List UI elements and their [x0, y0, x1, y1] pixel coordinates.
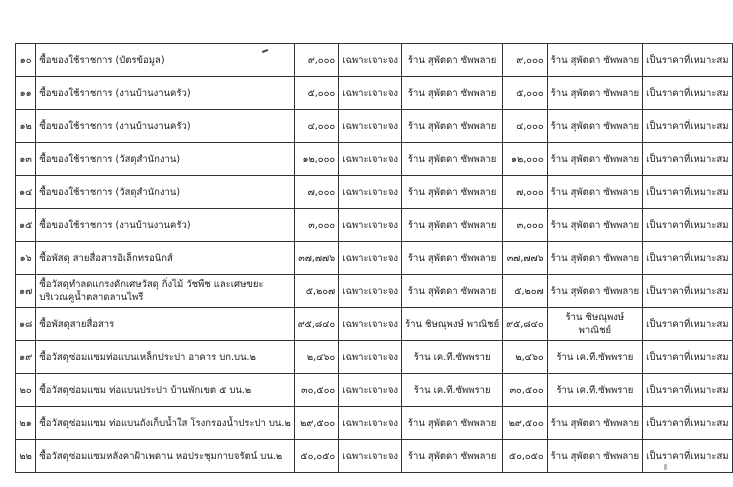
- item-description-cell: ซื้อพัสดุ สายสื่อสารอิเล็กทรอนิกส์: [36, 242, 294, 275]
- budget-amount-cell: ๓๗,๗๗๖: [294, 242, 339, 275]
- offered-price-cell: ๗,๐๐๐: [503, 176, 548, 209]
- bidder-name-cell: ร้าน สุพัตดา ซัพพลาย: [402, 176, 503, 209]
- procurement-method-cell: เฉพาะเจาะจง: [339, 110, 402, 143]
- procurement-method-cell: เฉพาะเจาะจง: [339, 242, 402, 275]
- bidder-name-cell: ร้าน สุพัตดา ซัพพลาย: [402, 407, 503, 440]
- item-description-cell: ซื้อของใช้ราชการ (งานบ้านงานครัว): [36, 110, 294, 143]
- bidder-name-cell: ร้าน สุพัตดา ซัพพลาย: [402, 44, 503, 77]
- offered-price-cell: ๓,๐๐๐: [503, 209, 548, 242]
- row-number-cell: ๑๔: [16, 176, 36, 209]
- selection-reason-cell: เป็นราคาที่เหมาะสม: [643, 143, 732, 176]
- selected-vendor-cell: ร้าน สุพัตดา ซัพพลาย: [547, 143, 642, 176]
- procurement-method-cell: เฉพาะเจาะจง: [339, 77, 402, 110]
- budget-amount-cell: ๓,๐๐๐: [294, 209, 339, 242]
- selection-reason-cell: เป็นราคาที่เหมาะสม: [643, 374, 732, 407]
- table-row: [16, 176, 733, 209]
- bidder-name-cell: ร้าน สุพัตดา ซัพพลาย: [402, 77, 503, 110]
- row-number-cell: ๑๐: [16, 44, 36, 77]
- item-description-cell: ซื้อของใช้ราชการ (วัสดุสำนักงาน): [36, 176, 294, 209]
- selected-vendor-cell: ร้าน สุพัตดา ซัพพลาย: [547, 440, 642, 473]
- bidder-name-cell: ร้าน สุพัตดา ซัพพลาย: [402, 209, 503, 242]
- procurement-method-cell: เฉพาะเจาะจง: [339, 209, 402, 242]
- selected-vendor-cell: ร้าน สุพัตดา ซัพพลาย: [547, 209, 642, 242]
- budget-amount-cell: ๔,๐๐๐: [294, 110, 339, 143]
- offered-price-cell: ๓๐,๕๐๐: [503, 374, 548, 407]
- row-number-cell: ๑๗: [16, 275, 36, 308]
- procurement-method-cell: เฉพาะเจาะจง: [339, 407, 402, 440]
- budget-amount-cell: ๕๐,๐๕๐: [294, 440, 339, 473]
- selection-reason-cell: เป็นราคาที่เหมาะสม: [643, 44, 732, 77]
- selected-vendor-cell: ร้าน เค.ที.ซัพพราย: [547, 341, 642, 374]
- procurement-method-cell: เฉพาะเจาะจง: [339, 44, 402, 77]
- selection-reason-cell: เป็นราคาที่เหมาะสม: [643, 308, 732, 341]
- item-description-cell: ซื้อของใช้ราชการ (วัสดุสำนักงาน): [36, 143, 294, 176]
- selection-reason-cell: เป็นราคาที่เหมาะสม: [643, 407, 732, 440]
- bidder-name-cell: ร้าน สุพัตดา ซัพพลาย: [402, 275, 503, 308]
- selection-reason-cell: เป็นราคาที่เหมาะสม: [643, 77, 732, 110]
- item-description-cell: ซื้อของใช้ราชการ (บัตรข้อมูล): [36, 44, 294, 77]
- procurement-table: [15, 43, 733, 473]
- table-row: [16, 209, 733, 242]
- selected-vendor-cell: ร้าน สุพัตดา ซัพพลาย: [547, 44, 642, 77]
- item-description-cell: ซื้อวัสดุซ่อมแซม ท่อแบนประปา บ้านพักเขต ๕ บน.๒: [36, 374, 294, 407]
- row-number-cell: ๑๑: [16, 77, 36, 110]
- bidder-name-cell: ร้าน เค.ที.ซัพพราย: [402, 374, 503, 407]
- offered-price-cell: ๕๐,๐๕๐: [503, 440, 548, 473]
- table-row: [16, 308, 733, 341]
- row-number-cell: ๒๐: [16, 374, 36, 407]
- selection-reason-cell: เป็นราคาที่เหมาะสม: [643, 440, 732, 473]
- row-number-cell: ๑๖: [16, 242, 36, 275]
- item-description-cell: ซื้อวัสดุซ่อมแซมหลังคาฝ้าเพดาน หอประชุมกาบจรัตน์ บน.๒: [36, 440, 294, 473]
- procurement-method-cell: เฉพาะเจาะจง: [339, 308, 402, 341]
- item-description-cell: ซื้อวัสดุทำลดแกรงดักเศษวัสดุ กิ่งไม้ วัชพืช และเศษขยะบริเวณคูน้ำตลาดลานไพรี: [36, 275, 294, 308]
- procurement-method-cell: เฉพาะเจาะจง: [339, 440, 402, 473]
- table-row: [16, 440, 733, 473]
- bidder-name-cell: ร้าน เค.ที.ซัพพราย: [402, 341, 503, 374]
- selected-vendor-cell: ร้าน สุพัตดา ซัพพลาย: [547, 176, 642, 209]
- offered-price-cell: ๒๙,๕๐๐: [503, 407, 548, 440]
- selection-reason-cell: เป็นราคาที่เหมาะสม: [643, 341, 732, 374]
- table-row: [16, 44, 733, 77]
- row-number-cell: ๑๙: [16, 341, 36, 374]
- selection-reason-cell: เป็นราคาที่เหมาะสม: [643, 209, 732, 242]
- budget-amount-cell: ๒,๔๖๐: [294, 341, 339, 374]
- selection-reason-cell: เป็นราคาที่เหมาะสม: [643, 275, 732, 308]
- row-number-cell: ๑๒: [16, 110, 36, 143]
- budget-amount-cell: ๕,๒๐๗: [294, 275, 339, 308]
- procurement-method-cell: เฉพาะเจาะจง: [339, 341, 402, 374]
- row-number-cell: ๑๘: [16, 308, 36, 341]
- budget-amount-cell: ๒๙,๕๐๐: [294, 407, 339, 440]
- bidder-name-cell: ร้าน สุพัตดา ซัพพลาย: [402, 143, 503, 176]
- budget-amount-cell: ๓๐,๕๐๐: [294, 374, 339, 407]
- budget-amount-cell: ๙๕,๘๔๐: [294, 308, 339, 341]
- selected-vendor-cell: ร้าน เค.ที.ซัพพราย: [547, 374, 642, 407]
- item-description-cell: ซื้อพัสดุสายสื่อสาร: [36, 308, 294, 341]
- row-number-cell: ๒๑: [16, 407, 36, 440]
- bidder-name-cell: ร้าน สุพัตดา ซัพพลาย: [402, 110, 503, 143]
- item-description-cell: ซื้อวัสดุซ่อมแซมท่อแบนเหล็กประปา อาคาร บก.บน.๒: [36, 341, 294, 374]
- table-row: [16, 374, 733, 407]
- budget-amount-cell: ๙,๐๐๐: [294, 44, 339, 77]
- procurement-method-cell: เฉพาะเจาะจง: [339, 275, 402, 308]
- table-row: [16, 242, 733, 275]
- procurement-table-body: [16, 44, 733, 473]
- budget-amount-cell: ๗,๐๐๐: [294, 176, 339, 209]
- procurement-method-cell: เฉพาะเจาะจง: [339, 176, 402, 209]
- budget-amount-cell: ๑๒,๐๐๐: [294, 143, 339, 176]
- row-number-cell: ๒๒: [16, 440, 36, 473]
- table-row: [16, 143, 733, 176]
- item-description-cell: ซื้อของใช้ราชการ (งานบ้านงานครัว): [36, 209, 294, 242]
- offered-price-cell: ๓๗,๗๗๖: [503, 242, 548, 275]
- table-row: [16, 77, 733, 110]
- selected-vendor-cell: ร้าน สุพัตดา ซัพพลาย: [547, 110, 642, 143]
- offered-price-cell: ๑๒,๐๐๐: [503, 143, 548, 176]
- table-row: [16, 275, 733, 308]
- table-row: [16, 341, 733, 374]
- bidder-name-cell: ร้าน สุพัตดา ซัพพลาย: [402, 440, 503, 473]
- bidder-name-cell: ร้าน ชิษณุพงษ์ พาณิชย์: [402, 308, 503, 341]
- selected-vendor-cell: ร้าน สุพัตดา ซัพพลาย: [547, 77, 642, 110]
- selected-vendor-cell: ร้าน สุพัตดา ซัพพลาย: [547, 275, 642, 308]
- table-row: [16, 110, 733, 143]
- selected-vendor-cell: ร้าน สุพัตดา ซัพพลาย: [547, 242, 642, 275]
- selection-reason-cell: เป็นราคาที่เหมาะสม: [643, 110, 732, 143]
- offered-price-cell: ๕,๒๐๗: [503, 275, 548, 308]
- item-description-cell: ซื้อวัสดุซ่อมแซม ท่อแบนถังเก็บน้ำใส โรงกรองน้ำประปา บน.๒: [36, 407, 294, 440]
- row-number-cell: ๑๓: [16, 143, 36, 176]
- selected-vendor-cell: ร้าน สุพัตดา ซัพพลาย: [547, 407, 642, 440]
- procurement-method-cell: เฉพาะเจาะจง: [339, 143, 402, 176]
- procurement-method-cell: เฉพาะเจาะจง: [339, 374, 402, 407]
- selection-reason-cell: เป็นราคาที่เหมาะสม: [643, 176, 732, 209]
- budget-amount-cell: ๕,๐๐๐: [294, 77, 339, 110]
- selected-vendor-cell: ร้าน ชิษณุพงษ์ พาณิชย์: [547, 308, 642, 341]
- item-description-cell: ซื้อของใช้ราชการ (งานบ้านงานครัว): [36, 77, 294, 110]
- offered-price-cell: ๔,๐๐๐: [503, 110, 548, 143]
- offered-price-cell: ๕,๐๐๐: [503, 77, 548, 110]
- offered-price-cell: ๙,๐๐๐: [503, 44, 548, 77]
- table-row: [16, 407, 733, 440]
- bidder-name-cell: ร้าน สุพัตดา ซัพพลาย: [402, 242, 503, 275]
- offered-price-cell: ๙๕,๘๔๐: [503, 308, 548, 341]
- offered-price-cell: ๒,๔๖๐: [503, 341, 548, 374]
- selection-reason-cell: เป็นราคาที่เหมาะสม: [643, 242, 732, 275]
- row-number-cell: ๑๕: [16, 209, 36, 242]
